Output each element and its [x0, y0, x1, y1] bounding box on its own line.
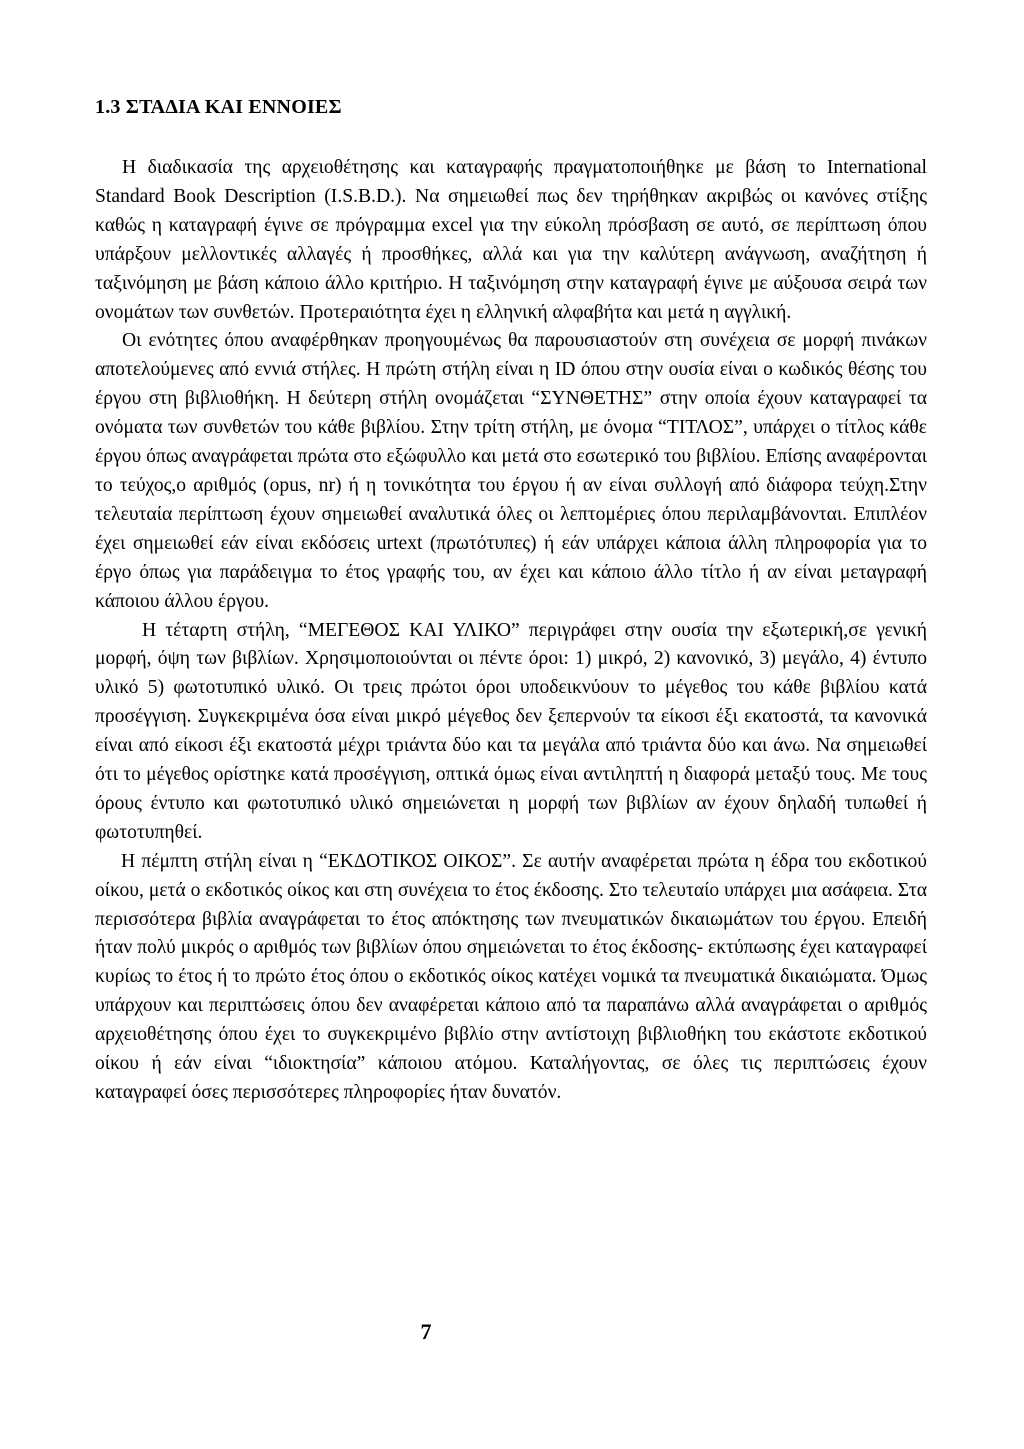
- page-number: 7: [420, 1319, 432, 1344]
- paragraph-publisher: Η πέμπτη στήλη είναι η “ΕΚΔΟΤΙΚΟΣ ΟΙΚΟΣ”. Σε αυτήν αναφέρεται πρώτα η έδρα του εκδοτικού οίκου, μετά ο εκδοτικός οίκος και στη συνέχεια το έτος έκδοσης. Στο τελευταίο υπάρχει μια ασάφεια. Στα περισσότερα βιβλία αναγράφεται το έτος απόκτησης των πνευματικών δικαιωμάτων του έργου. Επειδή ήταν πολύ μικρός ο αριθμός των βιβλίων όπου σημειώνεται το έτος έκδοσης- εκτύπωσης έχει καταγραφεί κυρίως το έτος ή το πρώτο έτος όπου ο εκδοτικός οίκος κατέχει νομικά τα πνευματικά δικαιώματα. Όμως υπάρχουν και περιπτώσεις όπου δεν αναφέρεται κάποιο από τα παραπάνω αλλά αναγράφεται ο αριθμός αρχειοθέτησης όπου έχει το συγκεκριμένο βιβλίο στην αντίστοιχη βιβλιοθήκη του εκάστοτε εκδοτικού οίκου ή εάν είναι “ιδιοκτησία” κάποιου ατόμου. Καταλήγοντας, σε όλες τις περιπτώσεις έχουν καταγραφεί όσες περισσότερες πληροφορίες ήταν δυνατόν.: [95, 850, 927, 1103]
- document-page: [95, 0, 927, 1449]
- section-heading: 1.3 ΣΤΑΔΙΑ ΚΑΙ ΕΝΝΟΙΕΣ: [95, 96, 342, 118]
- paragraph-isbd-description: Η διαδικασία της αρχειοθέτησης και καταγραφής πραγματοποιήθηκε με βάση το International Standard Book Description (I.S.B.D.). Να σημειωθεί πως δεν τηρήθηκαν ακριβώς οι κανόνες στίξης καθώς η καταγραφή έγινε σε πρόγραμμα excel για την εύκολη πρόσβαση σε αυτό, σε περίπτωση όπου υπάρξουν μελλοντικές αλλαγές ή προσθήκες, αλλά και για την καλύτερη ανάγνωση, αναζήτηση ή ταξινόμηση με βάση κάποιο άλλο κριτήριο. Η ταξινόμηση στην καταγραφή έγινε με αύξουσα σειρά των ονομάτων των συνθετών. Προτεραιότητα έχει η ελληνική αλφαβήτα και μετά η αγγλική.: [95, 157, 927, 323]
- paragraph-table-columns: Οι ενότητες όπου αναφέρθηκαν προηγουμένως θα παρουσιαστούν στη συνέχεια σε μορφή πινάκων αποτελούμενες από εννιά στήλες. Η πρώτη στήλη είναι η ID όπου στην ουσία είναι ο κωδικός θέσης του έργου στη βιβλιοθήκη. Η δεύτερη στήλη ονομάζεται “ΣΥΝΘΕΤΗΣ” στην οποία έχουν καταγραφεί τα ονόματα των συνθετών του κάθε βιβλίου. Στην τρίτη στήλη, με όνομα “ΤΙΤΛΟΣ”, υπάρχει ο τίτλος κάθε έργου όπως αναγράφεται πρώτα στο εξώφυλλο και μετά στο εσωτερικό του βιβλίου. Επίσης αναφέρονται το τεύχος,ο αριθμός (opus, nr) ή η τονικότητα του έργου ή αν είναι συλλογή από διάφορα τεύχη.Στην τελευταία περίπτωση έχουν σημειωθεί αναλυτικά όλες οι λεπτομέριες όπου περιλαμβάνονται. Επιπλέον έχει σημειωθεί εάν είναι εκδόσεις urtext (πρωτότυπες) ή εάν υπάρχει κάποια άλλη πληροφορία για το έργο όπως για παράδειγμα το έτος γραφής του, αν έχει και κάποιο άλλο τίτλο ή αν είναι μεταγραφή κάποιου άλλου έργου.: [95, 330, 927, 612]
- paragraph-size-and-material: Η τέταρτη στήλη, “ΜΕΓΕΘΟΣ ΚΑΙ ΥΛΙΚΟ” περιγράφει στην ουσία την εξωτερική,σε γενική μορφή, όψη των βιβλίων. Χρησιμοποιούνται οι πέντε όροι: 1) μικρό, 2) κανονικό, 3) μεγάλο, 4) έντυπο υλικό 5) φωτοτυπικό υλικό. Οι τρεις πρώτοι όροι υποδεικνύουν το μέγεθος του κάθε βιβλίου κατά προσέγγιση. Συγκεκριμένα όσα είναι μικρό μέγεθος δεν ξεπερνούν τα είκοσι έξι εκατοστά, τα κανονικά είναι από είκοσι έξι εκατοστά μέχρι τριάντα δύο και τα μεγάλα από τριάντα δύο και άνω. Να σημειωθεί ότι το μέγεθος ορίστηκε κατά προσέγγιση, οπτικά όμως είναι αντιληπτή η διαφορά μεταξύ τους. Με τους όρους έντυπο και φωτοτυπικό υλικό σημειώνεται η μορφή των βιβλίων αν έχουν δηλαδή τυπωθεί ή φωτοτυπηθεί.: [95, 619, 927, 843]
- body-text: [95, 154, 927, 1108]
